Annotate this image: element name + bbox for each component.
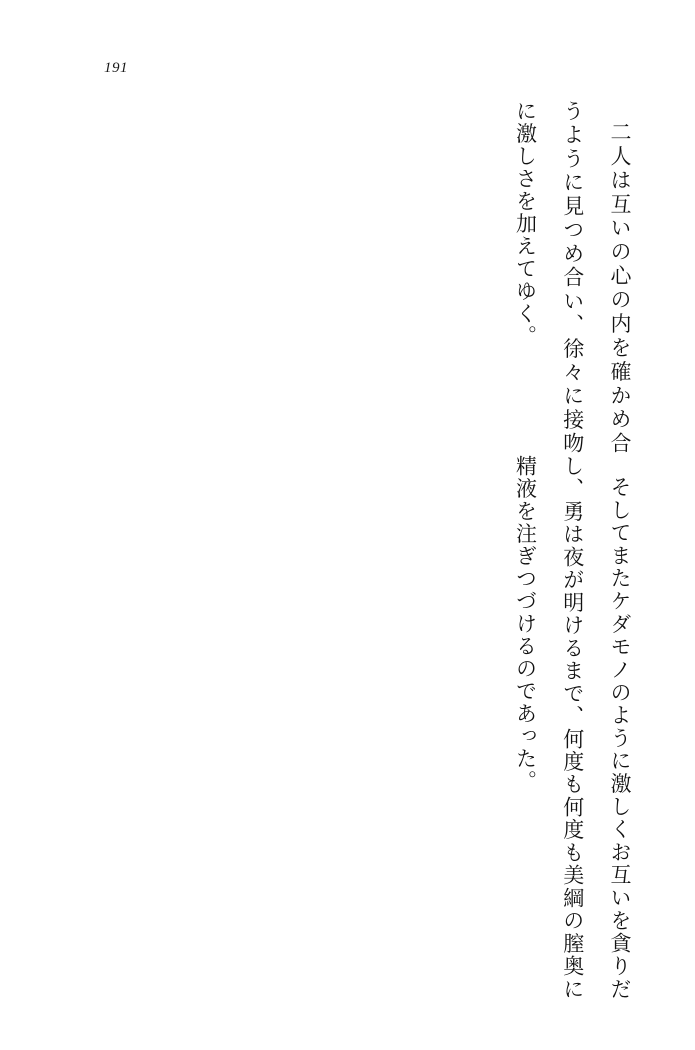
paragraph-2: そしてまたケダモノのように激しくお互いを貪りだし、勇は夜が明けるまで、何度も何度も美綱の膣奥に精液を注ぎつづけるのであった。 <box>513 454 632 1001</box>
paragraph-1: 二人は互いの心の内を確かめ合うように見つめ合い、徐々に接吻に激しさを加えてゆく。 <box>513 100 632 455</box>
vertical-text-body <box>83 100 643 1000</box>
page-number: 191 <box>104 60 128 76</box>
